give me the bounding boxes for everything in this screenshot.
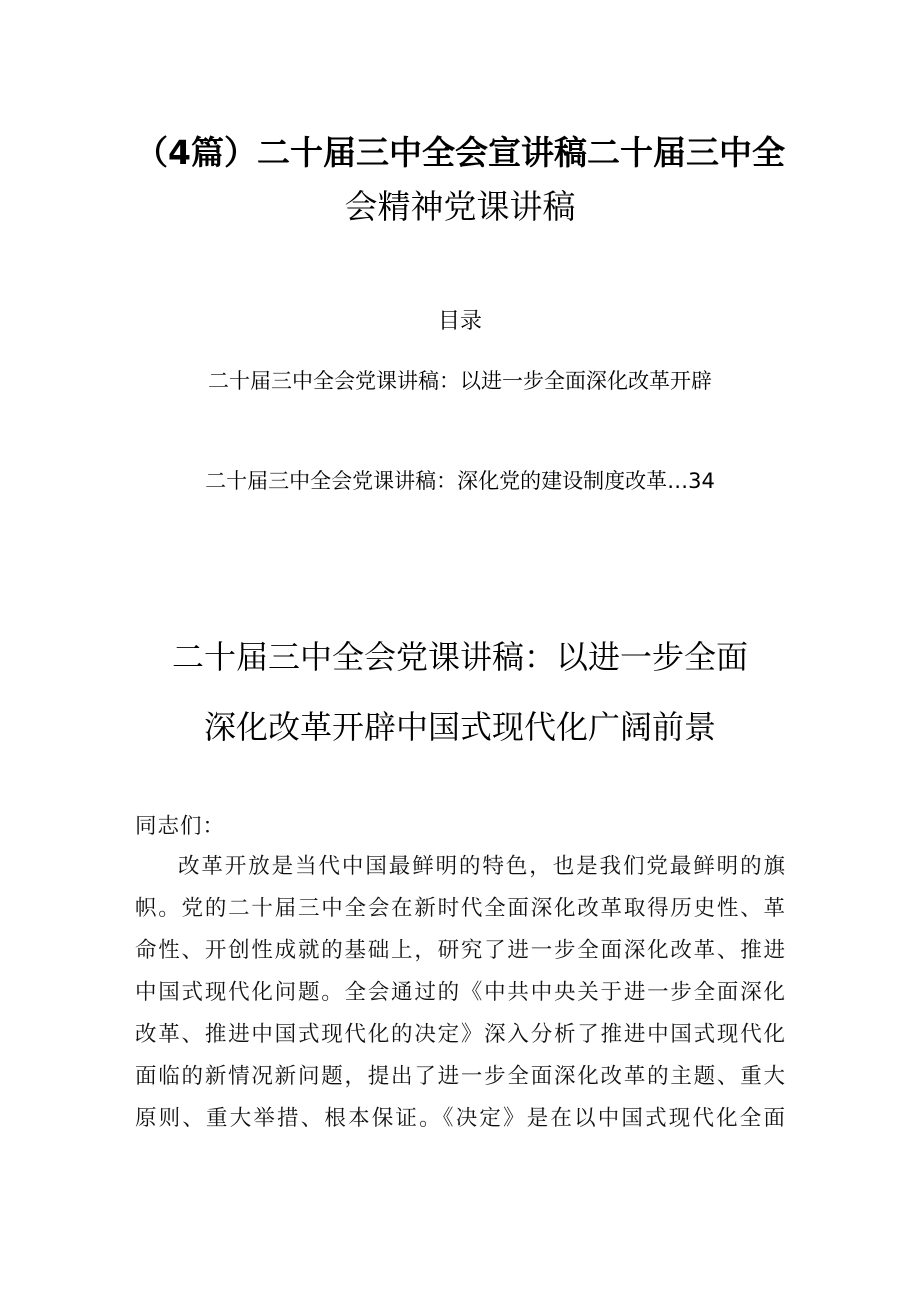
paragraph-line: 面临的新情况新问题，提出了进一步全面深化改革的主题、重大 — [135, 1064, 785, 1089]
section-title-line-1: 二十届三中全会党课讲稿：以进一步全面 — [171, 638, 748, 676]
document-title-line-1: （4篇）二十届三中全会宣讲稿二十届三中全 — [135, 133, 785, 172]
paragraph-line: 原则、重大举措、根本保证。《决定》是在以中国式现代化全面 — [135, 1106, 785, 1131]
document-title-line-2: 会精神党课讲稿 — [344, 187, 576, 226]
section-title-line-2: 深化改革开辟中国式现代化广阔前景 — [203, 708, 716, 746]
paragraph-line: 改革开放是当代中国最鲜明的特色，也是我们党最鲜明的旗 — [178, 854, 785, 879]
paragraph-line: 改革、推进中国式现代化的决定》深入分析了推进中国式现代化 — [135, 1022, 785, 1047]
paragraph-line: 命性、开创性成就的基础上，研究了进一步全面深化改革、推进 — [135, 938, 785, 963]
toc-item[interactable]: 二十届三中全会党课讲稿：以进一步全面深化改革开辟 — [208, 369, 712, 393]
salutation: 同志们： — [135, 814, 226, 839]
paragraph-line: 帜。党的二十届三中全会在新时代全面深化改革取得历史性、革 — [135, 896, 785, 921]
toc-heading: 目录 — [437, 309, 482, 334]
paragraph-line: 中国式现代化问题。全会通过的《中共中央关于进一步全面深化 — [135, 980, 785, 1005]
toc-item[interactable]: 二十届三中全会党课讲稿：深化党的建设制度改革…34 — [205, 469, 715, 493]
